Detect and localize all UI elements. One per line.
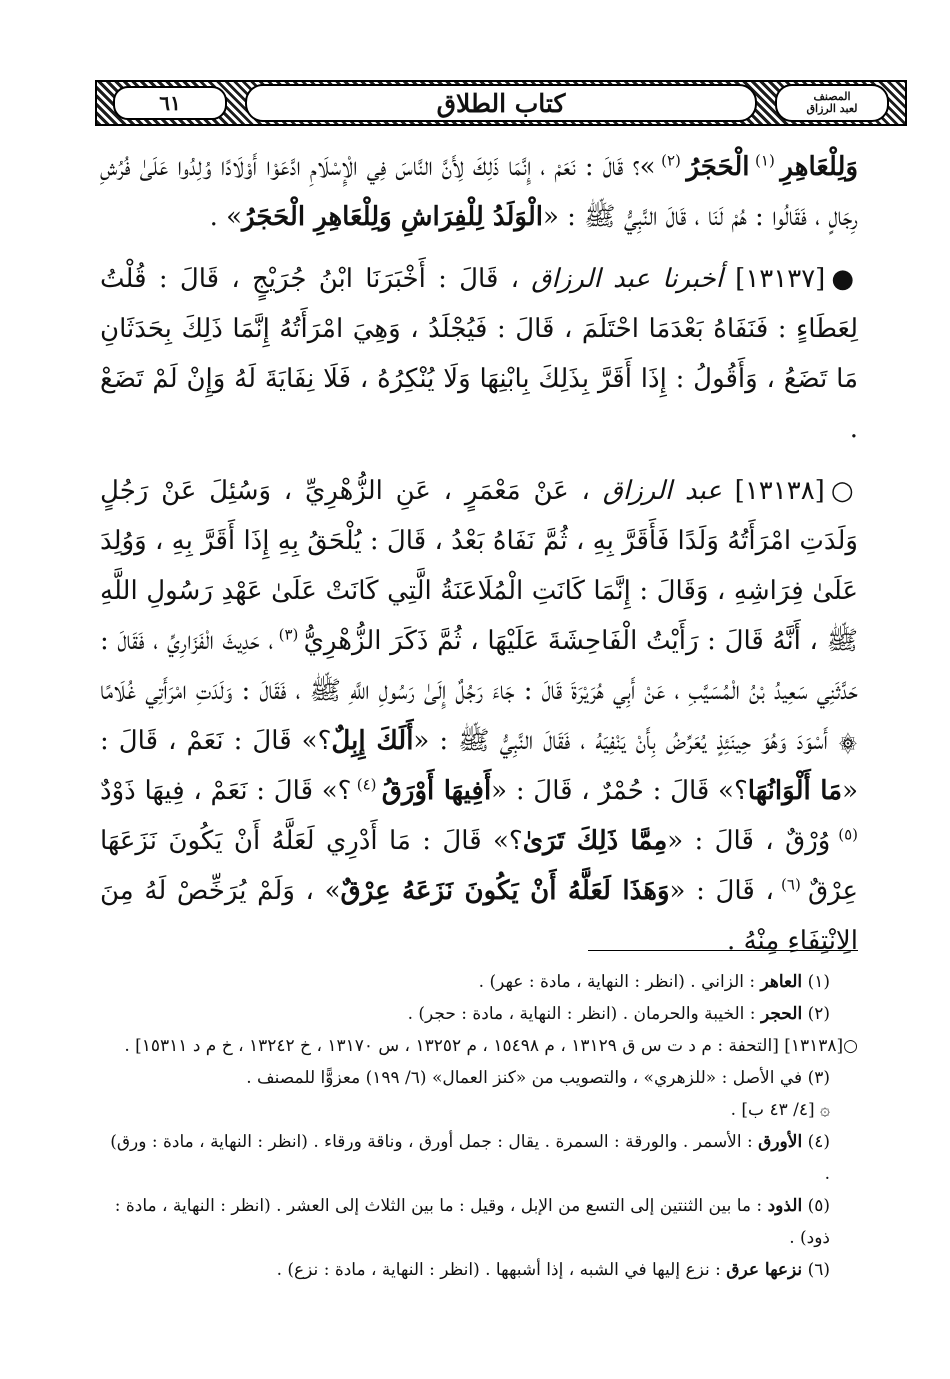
logo-line-1: المصنف: [813, 90, 851, 103]
text-run: وَلِلْعَاهِرِ: [780, 152, 859, 182]
text-run: ، حَدِيثَ الْفَزَارِيِّ ، فَقَالَ : حَدَّثَنِي سَعِيدُ بْنُ الْمُسَيَّبِ ، عَنْ أَبِي هُرَيْرَةَ قَالَ : جَاءَ رَجُلٌ إِلَىٰ رَسُولِ اللَّهِ ﷺ ، فَقَالَ : وَلَدَتِ امْرَأَتِي غُلَامًا ۞ أَسْوَدَ وَهُوَ حِينَئِذٍ يُعَرِّضُ بِأَنْ يَنْفِيَهُ ، فَقَالَ النَّبِيُّ ﷺ : «: [100, 626, 858, 756]
footnote: [100, 1062, 858, 1094]
footnote-ref: (١): [749, 151, 781, 170]
footnote-ref: (٥): [830, 825, 858, 844]
text-run: » .: [209, 202, 243, 232]
footnote: [100, 998, 858, 1030]
text-run: [١٣١٣٧]: [722, 264, 826, 294]
text-run: ، قَالَ : «: [669, 876, 774, 906]
footnote-number: (٥): [802, 1196, 830, 1216]
text-run: أَفِيهَا أَوْرَقُ: [381, 776, 492, 806]
text-run: أَلَكَ إِبِلٌ: [331, 726, 414, 756]
text-run: ؟» قَالَ : حُمْرٌ ، قَالَ : «: [491, 776, 748, 806]
footnote-term: العاهر: [760, 972, 803, 992]
text-run: ، قَالَ : أَخْبَرَنَا ابْنُ جُرَيْجٍ ، قَالَ : قُلْتُ لِعَطَاءٍ : فَنَفَاهُ بَعْدَمَا احْتَلَمَ ، قَالَ : فَيُجْلَدُ ، وَهِيَ امْرَأَتُهُ إِنَّمَا ذَلِكَ بِحَدَثَانِ مَا تَضَعُ ، وَأَقُولُ : إِذَا أَقَرَّ بِذَلِكَ بِابْنِهَا وَلَا يُنْكِرُهُ ، فَلَا نِفَايَةَ لَهُ وَإِنْ لَمْ تَضَعْ .: [100, 264, 858, 444]
chapter-title: كتاب الطلاق: [436, 88, 566, 118]
footnote-text: : الخيبة والحرمان . (انظر : النهاية ، مادة : حجر) .: [407, 1004, 761, 1024]
text-run: أخبرنا عبد الرزاق: [531, 264, 723, 294]
text-run: الْوَلَدُ لِلْفِرَاشِ وَلِلْعَاهِرِ الْحَجَرُ: [242, 202, 543, 232]
footnote-term: نزعها عرق: [726, 1260, 803, 1280]
paragraph-marker: ●: [831, 264, 858, 294]
text-run: عبد الرزاق: [602, 476, 722, 506]
footnote: [100, 966, 858, 998]
hadith-paragraph: [100, 254, 858, 454]
text-run: » ، وَلَمْ يُرَخِّصْ لَهُ مِنَ الِانْتِفَاءِ مِنْهُ .: [100, 876, 858, 956]
footnote-separator: [588, 950, 858, 951]
footnote-number: (٢): [802, 1004, 830, 1024]
text-run: مَا أَلْوَانُهَا: [747, 776, 843, 806]
text-run: وَهَذَا لَعَلَّهُ أَنْ يَكُونَ نَزَعَهُ عِرْقٌ: [340, 876, 670, 906]
header-title-frame: [245, 84, 757, 122]
text-run: ؟» قَالَ : نَعَمْ ، فِيهَا ذَوْدٌ: [100, 776, 352, 806]
footnote-text: : الأسمر . والورقة : السمرة . يقال : جمل أورق ، وناقة ورقاء . (انظر : النهاية ، مادة : ورق) .: [110, 1132, 830, 1184]
book-logo: [775, 84, 889, 122]
footnote-text: : ما بين الثنتين إلى التسع من الإبل ، وقيل : ما بين الثلاث إلى العشر . (انظر : النهاية ، مادة : ذود) .: [114, 1196, 830, 1248]
text-run: ؟» قَالَ : نَعَمْ ، قَالَ : «: [100, 726, 858, 806]
footnote-number: ○[١٣١٣٨]: [778, 1036, 858, 1056]
footnote-term: الذود: [767, 1196, 803, 1216]
text-run: وُرْقٌ ، قَالَ : «: [667, 826, 831, 856]
footnote-ref: (٤): [351, 775, 382, 794]
footnote-text: في الأصل : «للزهري» ، والتصويب من «كنز العمال» (٦/ ١٩٩) معزوًّا للمصنف .: [246, 1068, 803, 1088]
footnote: [100, 1094, 858, 1126]
text-run: مِمَّا ذَلِكَ تَرَىٰ: [522, 826, 668, 856]
footnote-number: (٦): [802, 1260, 830, 1280]
text-run: الْحَجَرُ: [686, 152, 750, 182]
paragraph-marker: ○: [830, 476, 858, 506]
footnote-number: (٤): [802, 1132, 830, 1152]
page-header: [95, 80, 907, 126]
footnote-number: ۞: [814, 1100, 830, 1120]
footnote-number: (٣): [802, 1068, 830, 1088]
footnote-term: الأورق: [758, 1132, 803, 1152]
hadith-paragraph: [100, 466, 858, 966]
text-run: ، عَنْ مَعْمَرٍ ، عَنِ الزُّهْرِيِّ ، وَسُئِلَ عَنْ رَجُلٍ وَلَدَتِ امْرَأَتُهُ وَلَدًا فَأَقَرَّ بِهِ ، ثُمَّ نَفَاهُ بَعْدُ ، قَالَ : يُلْحَقُ بِهِ إِذَا أَقَرَّ بِهِ ، وَوُلِدَ عَلَىٰ فِرَاشِهِ ، وَقَالَ : إِنَّمَا كَانَتِ الْمُلَاعَنَةُ الَّتِي كَانَتْ عَلَىٰ عَهْدِ رَسُولِ اللَّهِ ﷺ ، أَنَّهُ قَالَ : رَأَيْتُ الْفَاحِشَةَ عَلَيْهَا ، ثُمَّ ذَكَرَ الزُّهْرِيُّ: [100, 476, 859, 656]
text-run: »؟ قَالَ : نَعَمْ ، إِنَّمَا ذَلِكَ لِأَنَّ النَّاسَ فِي الْإِسْلَامِ ادَّعَوْا أَوْلَادًا وُلِدُوا عَلَىٰ فُرُشِ رِجَالٍ ، فَقَالُوا : هُمْ لَنَا ، قَالَ النَّبِيُّ ﷺ : «: [100, 152, 858, 232]
footnote-text: : الزاني . (انظر : النهاية ، مادة : عهر) .: [478, 972, 761, 992]
footnote-ref: (٢): [655, 151, 687, 170]
footnote: [100, 1126, 858, 1190]
footnote-text: : نزع إليها في الشبه ، إذا أشبهها . (انظر : النهاية ، مادة : نزع) .: [276, 1260, 727, 1280]
logo-line-2: لعبد الرزاق: [806, 102, 858, 115]
footnote: [100, 1254, 858, 1286]
page-number-box: [113, 86, 227, 120]
footnote-ref: (٣): [273, 625, 304, 644]
footnote-term: الحجر: [760, 1004, 803, 1024]
footnote-text: [٤/ ٤٣ ب] .: [730, 1100, 815, 1120]
footnote-ref: (٦): [773, 875, 808, 894]
page-number: ٦١: [159, 91, 181, 115]
text-run: ؟» قَالَ : مَا أَدْرِي لَعَلَّهُ أَنْ يَكُونَ نَزَعَهَا عِرْقٌ: [100, 826, 859, 906]
footnote-number: (١): [802, 972, 830, 992]
hadith-paragraph: [100, 142, 858, 242]
footnotes: [100, 966, 858, 1286]
footnote: [100, 1030, 858, 1062]
text-run: [١٣١٣٨]: [721, 476, 825, 506]
footnote-text: [التحفة : م د ت س ق ١٣١٢٩ ، م ١٥٤٩٨ ، م ١٣٢٥٢ ، س ١٣١٧٠ ، خ ١٣٢٤٢ ، خ م د ١٥٣١١] .: [124, 1036, 779, 1056]
main-text: [100, 142, 858, 978]
footnote: [100, 1190, 858, 1254]
